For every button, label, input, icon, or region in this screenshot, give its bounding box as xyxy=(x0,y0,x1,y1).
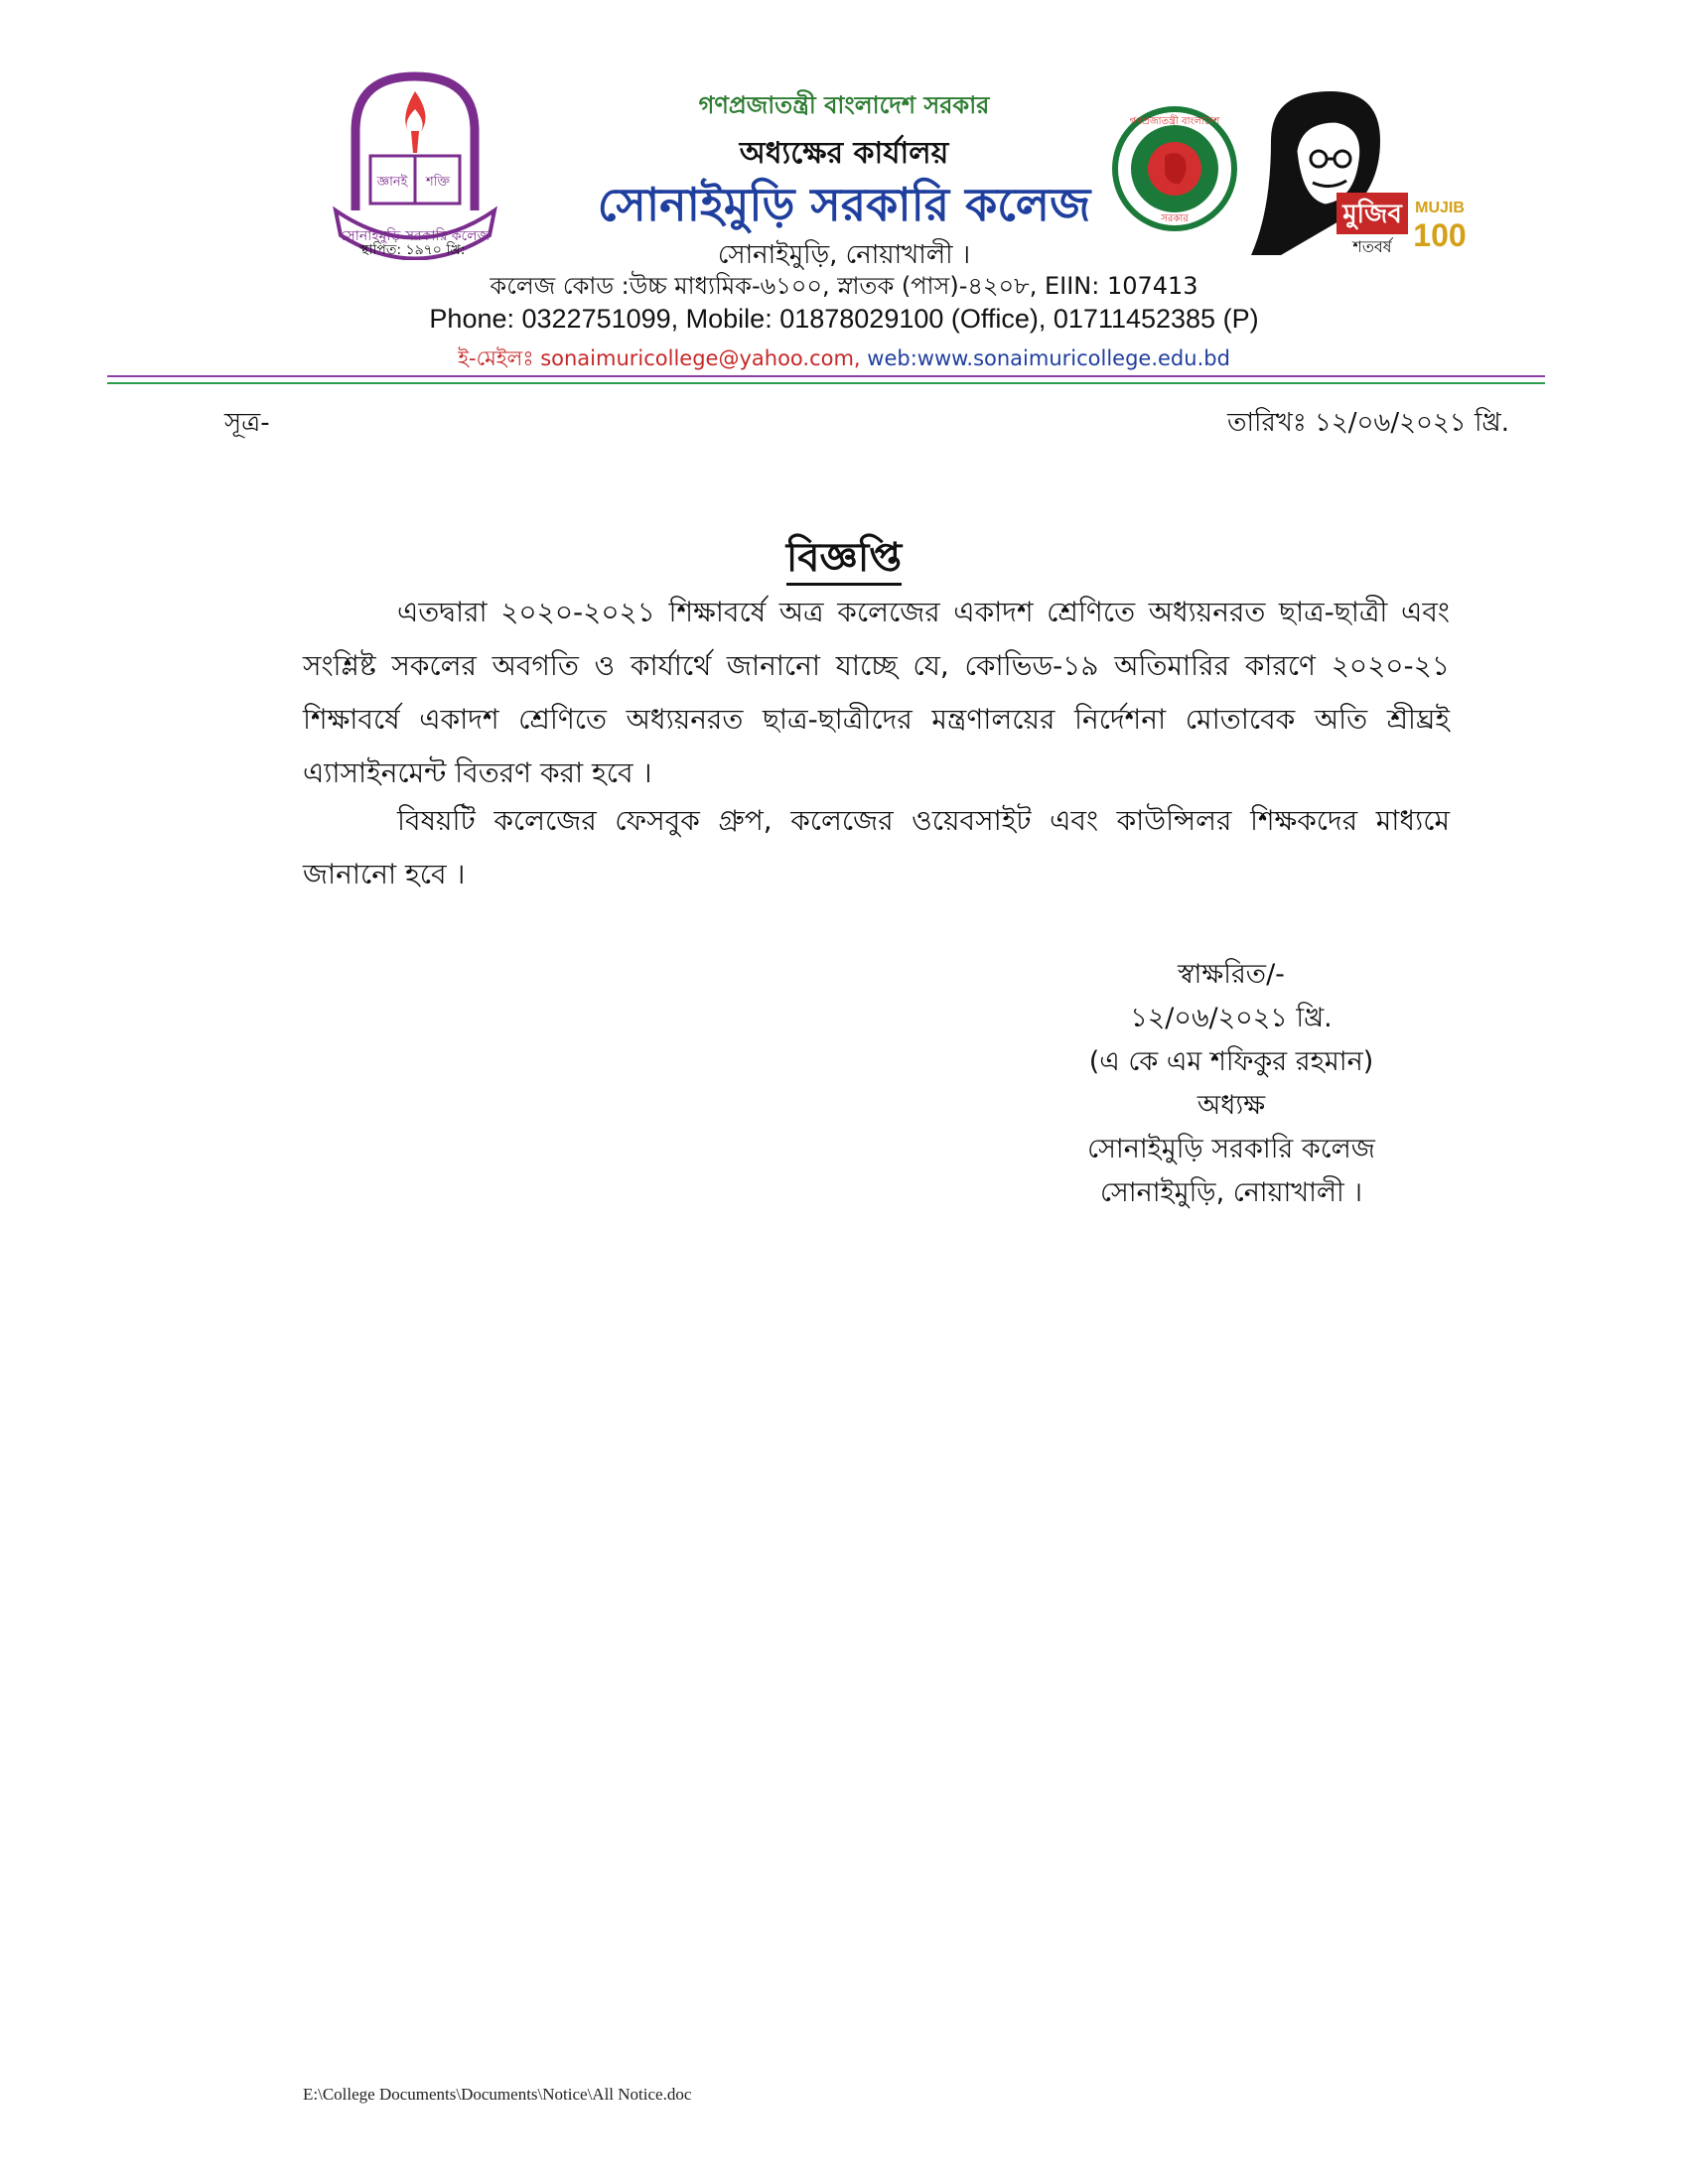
notice-title-text: বিজ্ঞপ্তি xyxy=(786,535,902,586)
signatory-college: সোনাইমুড়ি সরকারি কলেজ xyxy=(1087,1134,1375,1164)
email-label: ই-মেইলঃ xyxy=(458,346,534,370)
notice-date: তারিখঃ ১২/০৬/২০২১ খ্রি. xyxy=(1227,408,1509,438)
reference-label: সূত্র- xyxy=(224,408,270,438)
svg-text:MUJIB: MUJIB xyxy=(1415,200,1465,216)
signatory-name: (এ কে এম শফিকুর রহমান) xyxy=(1088,1046,1374,1077)
signatory-designation: অধ্যক্ষ xyxy=(1196,1090,1266,1121)
website-link[interactable]: web:www.sonaimuricollege.edu.bd xyxy=(867,346,1230,370)
established-label: স্থাপিত: ১৯৭০ খ্রি: xyxy=(359,242,466,258)
office-title: অধ্যক্ষের কার্যালয় xyxy=(739,136,949,171)
notice-paragraph-1: এতদ্বারা ২০২০-২০২১ শিক্ষাবর্ষে অত্র কলেজের একাদশ শ্রেণিতে অধ্যয়নরত ছাত্র-ছাত্রী এবং সংশ্লিষ্ট সকলের অবগতি ও কার্যার্থে জানানো যাচ্ছে যে, কোভিড-১৯ অতিমারির কারণে ২০২০-২১ শিক্ষাবর্ষে একাদশ শ্রেণিতে অধ্যয়নরত ছাত্র-ছাত্রীদের মন্ত্রণালয়ের নির্দেশনা মোতাবেক অতি শ্রীঘ্রই এ্যাসাইনমেন্ট বিতরণ করা হবে । xyxy=(303,596,1450,789)
signature-block xyxy=(1023,953,1440,1215)
header-rule-purple xyxy=(107,375,1545,377)
signature-signed: স্বাক্ষরিত/- xyxy=(1178,959,1285,990)
notice-paragraph-2: বিষয়টি কলেজের ফেসবুক গ্রুপ, কলেজের ওয়েবসাইট এবং কাউন্সিলর শিক্ষকদের মাধ্যমে জানানো হবে । xyxy=(303,804,1450,890)
svg-text:শক্তি: শক্তি xyxy=(425,175,451,190)
svg-text:জ্ঞানই: জ্ঞানই xyxy=(376,175,408,190)
college-location: সোনাইমুড়ি, নোয়াখালী । xyxy=(717,240,971,270)
email-link[interactable]: sonaimuricollege@yahoo.com, xyxy=(540,346,861,370)
college-codes: কলেজ কোড :উচ্চ মাধ্যমিক-৬১০০, স্নাতক (পাস)-৪২০৮, EIIN: 107413 xyxy=(490,272,1198,300)
svg-text:সরকার: সরকার xyxy=(1161,213,1189,224)
header-rule-green xyxy=(107,382,1545,384)
svg-text:সোনাইমুড়ি সরকারি কলেজ: সোনাইমুড়ি সরকারি কলেজ xyxy=(340,228,491,244)
signature-date: ১২/০৬/২০২১ খ্রি. xyxy=(1130,1003,1333,1033)
svg-text:গণপ্রজাতন্ত্রী বাংলাদেশ: গণপ্রজাতন্ত্রী বাংলাদেশ xyxy=(1129,116,1220,127)
svg-text:মুজিব: মুজিব xyxy=(1342,200,1402,229)
svg-text:শতবর্ষ: শতবর্ষ xyxy=(1352,237,1392,256)
government-name: গণপ্রজাতন্ত্রী বাংলাদেশ সরকার xyxy=(698,91,990,119)
signatory-location: সোনাইমুড়ি, নোয়াখালী । xyxy=(1099,1177,1363,1208)
notice-title xyxy=(0,526,1688,593)
contact-phone: Phone: 0322751099, Mobile: 01878029100 (Office), 01711452385 (P) xyxy=(429,304,1259,334)
college-name: সোনাইমুড়ি সরকারি কলেজ xyxy=(597,178,1091,231)
contact-web xyxy=(0,342,1688,377)
footer-file-path: E:\College Documents\Documents\Notice\All Notice.doc xyxy=(303,2085,692,2104)
svg-text:100: 100 xyxy=(1413,217,1467,253)
